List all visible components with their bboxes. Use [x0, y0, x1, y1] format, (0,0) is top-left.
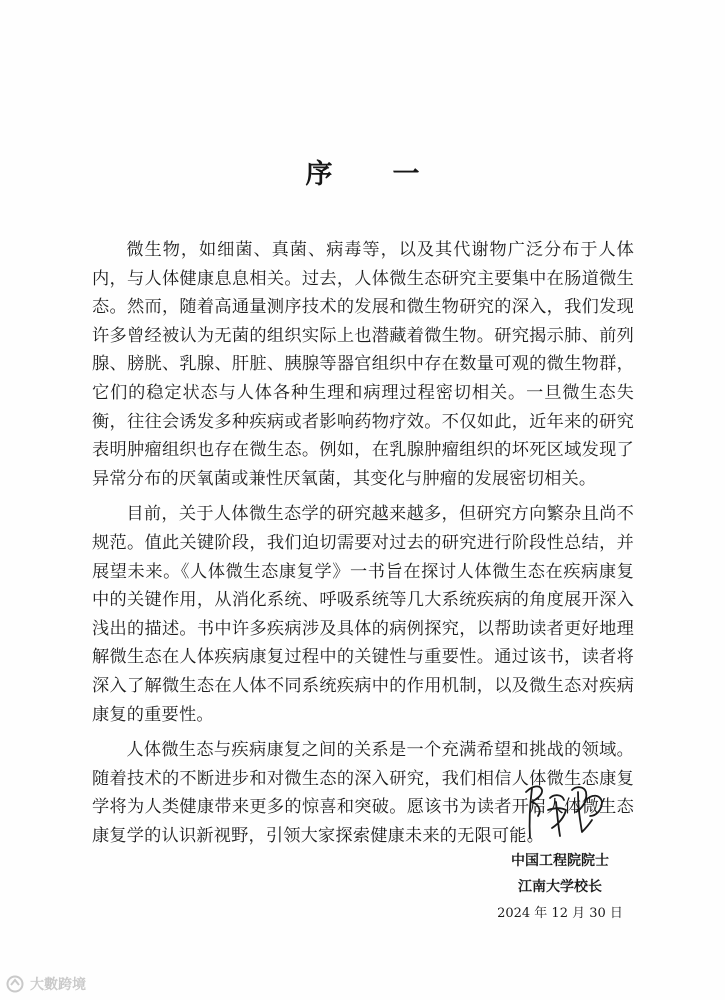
- paragraph-1: 微生物，如细菌、真菌、病毒等，以及其代谢物广泛分布于人体内，与人体健康息息相关。过去，人体微生态研究主要集中在肠道微生态。然而，随着高通量测序技术的发展和微生物研究的深入，我们发现许多曾经被认为无菌的组织实际上也潜藏着微生物。研究揭示肺、前列腺、膀胱、乳腺、肝脏、胰腺等器官组织中存在数量可观的微生物群，它们的稳定状态与人体各种生理和病理过程密切相关。一旦微生态失衡，往往会诱发多种疾病或者影响药物疗效。不仅如此，近年来的研究表明肿瘤组织也存在微生态。例如，在乳腺肿瘤组织的坏死区域发现了异常分布的厌氧菌或兼性厌氧菌，其变化与肿瘤的发展密切相关。: [92, 240, 634, 489]
- preface-title: [0, 152, 725, 191]
- handwritten-signature: [520, 780, 605, 842]
- signature-date: 2024 年 12 月 30 日: [497, 906, 623, 921]
- signature-block: [470, 780, 650, 960]
- signer-title-academician: 中国工程院院士: [511, 853, 609, 869]
- preface-body: [92, 236, 634, 857]
- signer-title-president: 江南大学校长: [518, 879, 602, 895]
- paragraph-3: 人体微生态与疾病康复之间的关系是一个充满希望和挑战的领域。随着技术的不断进步和对微生态的深入研究，我们相信人体微生态康复学将为人类健康带来更多的惊喜和突破。愿该书为读者开启人体微生态康复学的认识新视野，引领大家探索健康未来的无限可能。: [92, 740, 634, 846]
- watermark: [6, 974, 86, 994]
- paragraph-2: 目前，关于人体微生态学的研究越来越多，但研究方向繁杂且尚不规范。值此关键阶段，我们迫切需要对过去的研究进行阶段性总结，并展望未来。《人体微生态康复学》一书旨在探讨人体微生态在疾病康复中的关键作用，从消化系统、呼吸系统等几大系统疾病的角度展开深入浅出的描述。书中许多疾病涉及具体的病例探究，以帮助读者更好地理解微生态在人体疾病康复过程中的关键性与重要性。通过该书，读者将深入了解微生态在人体不同系统疾病中的作用机制，以及微生态对疾病康复的重要性。: [92, 504, 634, 725]
- brand-logo-icon: [6, 975, 26, 993]
- title-char-2: 一: [392, 159, 420, 190]
- watermark-text: 大數跨境: [30, 977, 86, 993]
- title-char-1: 序: [305, 159, 333, 190]
